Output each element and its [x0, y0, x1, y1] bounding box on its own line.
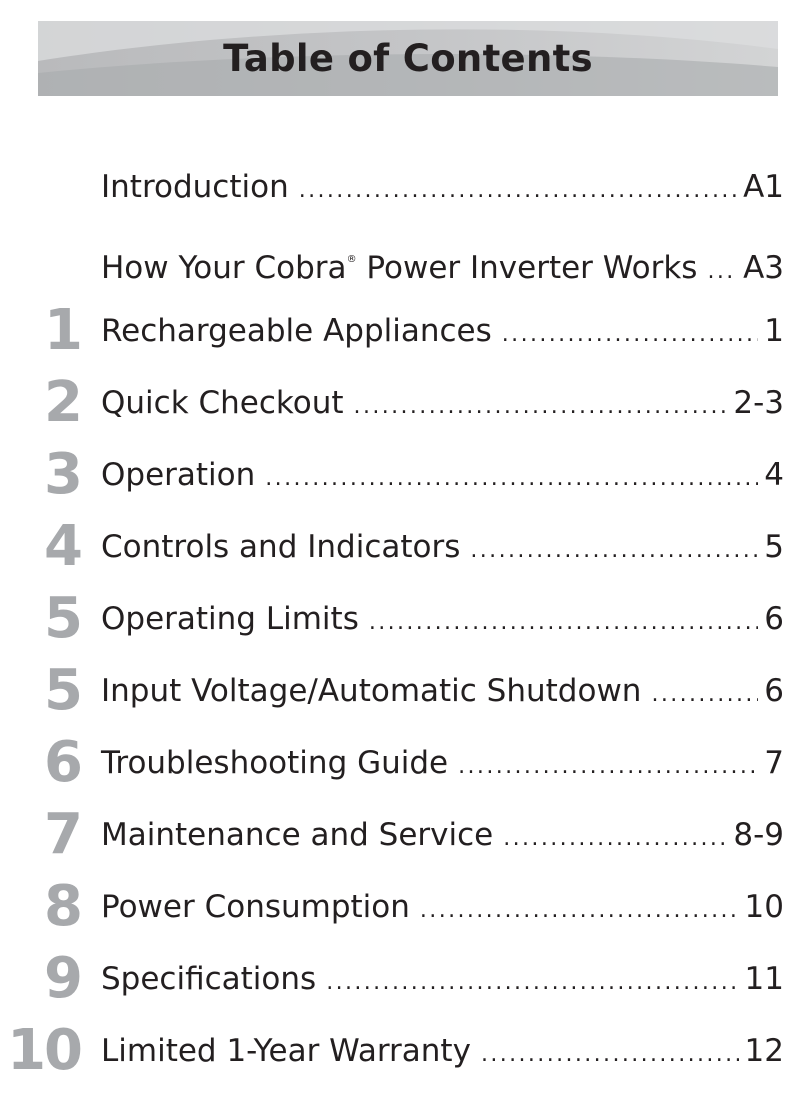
toc-entry-operating-limits[interactable]: [0, 586, 808, 655]
dot-leader: [458, 743, 758, 791]
toc-entry-page: 10: [744, 889, 784, 925]
toc-entry-page: A1: [743, 169, 784, 205]
toc-entry-title: [101, 236, 697, 292]
header-bar: [38, 21, 778, 96]
toc-entry-page: 11: [744, 961, 784, 997]
dot-leader: [503, 815, 727, 863]
chapter-number: 7: [44, 802, 81, 867]
toc-entry-maintenance-and-service[interactable]: [0, 802, 808, 871]
dot-leader: [651, 671, 758, 719]
toc-entry-page: A3: [743, 250, 784, 286]
chapter-number: 9: [44, 946, 81, 1011]
dot-leader: [354, 383, 728, 431]
toc-entry-operation[interactable]: [0, 442, 808, 511]
toc-entry-rechargeable-appliances[interactable]: [0, 298, 808, 367]
chapter-number: 8: [44, 874, 81, 939]
chapter-number: 5: [44, 586, 81, 651]
dot-leader: [265, 455, 758, 503]
toc-entry-page: 12: [744, 1033, 784, 1069]
toc-entry-page: 7: [764, 745, 784, 781]
toc-entry-title: Quick Checkout: [101, 385, 344, 421]
toc-entry-title-part: Power Inverter Works: [356, 250, 698, 286]
toc-entry-specifications[interactable]: [0, 946, 808, 1015]
toc-entry-page: 2-3: [733, 385, 784, 421]
toc-entry-page: 8-9: [733, 817, 784, 853]
toc-entry-title: Input Voltage/Automatic Shutdown: [101, 673, 642, 709]
toc-entry-page: 6: [764, 673, 784, 709]
toc-entry-title: Power Consumption: [101, 889, 410, 925]
page-title: Table of Contents: [223, 37, 593, 80]
dot-leader: [470, 527, 758, 575]
toc-entry-title: Introduction: [101, 169, 289, 205]
toc-entry-title-part: How Your Cobra: [101, 250, 347, 286]
toc-entry-controls-and-indicators[interactable]: [0, 514, 808, 583]
dot-leader: [707, 248, 737, 296]
dot-leader: [299, 167, 737, 215]
toc-entry-troubleshooting-guide[interactable]: [0, 730, 808, 799]
toc-entry-title: Controls and Indicators: [101, 529, 461, 565]
dot-leader: [369, 599, 758, 647]
toc-entry-title: Operation: [101, 457, 256, 493]
chapter-number: 2: [44, 370, 81, 435]
toc-entry-input-voltage[interactable]: [0, 658, 808, 727]
toc-entry-limited-warranty[interactable]: [0, 1018, 808, 1087]
chapter-number: 3: [44, 442, 81, 507]
toc-entry-page: 1: [764, 313, 784, 349]
chapter-number: 10: [7, 1018, 81, 1083]
toc-entry-power-consumption[interactable]: [0, 874, 808, 943]
toc-entry-introduction[interactable]: [0, 163, 808, 223]
toc-entry-page: 5: [764, 529, 784, 565]
toc-entry-page: 6: [764, 601, 784, 637]
dot-leader: [502, 311, 758, 359]
toc-entry-how-it-works[interactable]: [0, 236, 808, 296]
toc-entry-page: 4: [764, 457, 784, 493]
toc-entry-title: Limited 1-Year Warranty: [101, 1033, 471, 1069]
toc-entry-title: Troubleshooting Guide: [101, 745, 449, 781]
chapter-number: 4: [44, 514, 81, 579]
chapter-number: 5: [44, 658, 81, 723]
toc-entry-title: Rechargeable Appliances: [101, 313, 492, 349]
registered-mark: ®: [346, 254, 357, 265]
chapter-number: 1: [44, 298, 81, 363]
toc-entry-title: Operating Limits: [101, 601, 359, 637]
chapter-number: 6: [44, 730, 81, 795]
dot-leader: [481, 1031, 739, 1079]
toc-entry-title: Maintenance and Service: [101, 817, 494, 853]
dot-leader: [326, 959, 738, 1007]
toc-entry-title: Specifications: [101, 961, 317, 997]
dot-leader: [420, 887, 739, 935]
toc-entry-quick-checkout[interactable]: [0, 370, 808, 439]
